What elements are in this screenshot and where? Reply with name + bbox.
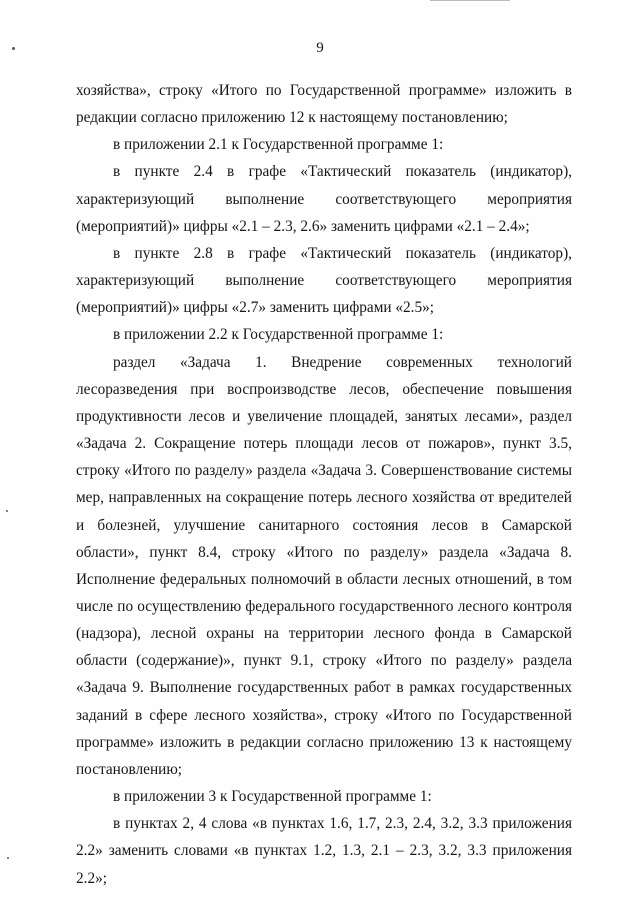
paragraph-appendix-2-1: в приложении 2.1 к Государственной программе 1: (113, 136, 444, 154)
paragraph-item-2-8: в пункте 2.8 в графе «Тактический показатель (индикатор), характеризующий выполнение соответствующего мероприятия (мероприятий)» цифры «2.7» заменить цифрами «2.5»; (76, 244, 572, 317)
paragraph-items-2-4: в пунктах 2, 4 слова «в пунктах 1.6, 1.7, 2.3, 2.4, 3.2, 3.3 приложения 2.2» заменить словами «в пунктах 1.2, 1.3, 2.1 – 2.3, 3.2, 3.3 приложения 2.2»; (76, 815, 572, 887)
paragraph-sections: раздел «Задача 1. Внедрение современных технологий лесоразведения при воспроизводстве лесов, обеспечение повышения продуктивности лесов и увеличение площадей, занятых лесами», раздел «Задача 2. Сокращение потерь площади лесов от пожаров», пункт 3.5, строку «Итого по разделу» раздела «Задача 3. Совершенствование системы мер, направленных на сокращение потерь лесного хозяйства от вредителей и болезней, улучшение санитарного состояния лесов в Самарской области», пункт 8.4, строку «Итого по разделу» раздела «Задача 8. Исполнение федеральных полномочий в области лесных отношений, в том числе по осуществлению федерального государственного лесного контроля (надзора), лесной охраны на территории лесного фонда в Самарской области (содержание)», пункт 9.1, строку «Итого по разделу» раздела «Задача 9. Выполнение государственных работ в рамках государственных заданий в сфере лесного хозяйства», строку «Итого по Государственной программе» изложить в редакции согласно приложению 13 к настоящему постановлению; (76, 353, 572, 778)
scan-dot (6, 510, 8, 512)
scan-dot (7, 857, 9, 859)
paragraph-appendix-2-2: в приложении 2.2 к Государственной программе 1: (113, 326, 444, 344)
paragraph-continuation: хозяйства», строку «Итого по Государственной программе» изложить в редакции согласно приложению 12 к настоящему постановлению; (76, 82, 572, 127)
paragraph-item-2-4: в пункте 2.4 в графе «Тактический показатель (индикатор), характеризующий выполнение соответствующего мероприятия (мероприятий)» цифры «2.1 – 2.3, 2.6» заменить цифрами «2.1 – 2.4»; (76, 163, 572, 235)
document-body (76, 77, 572, 892)
page-number: 9 (316, 40, 324, 56)
scan-edge-line (430, 0, 510, 1)
paragraph-appendix-3: в приложении 3 к Государственной программе 1: (113, 788, 432, 806)
